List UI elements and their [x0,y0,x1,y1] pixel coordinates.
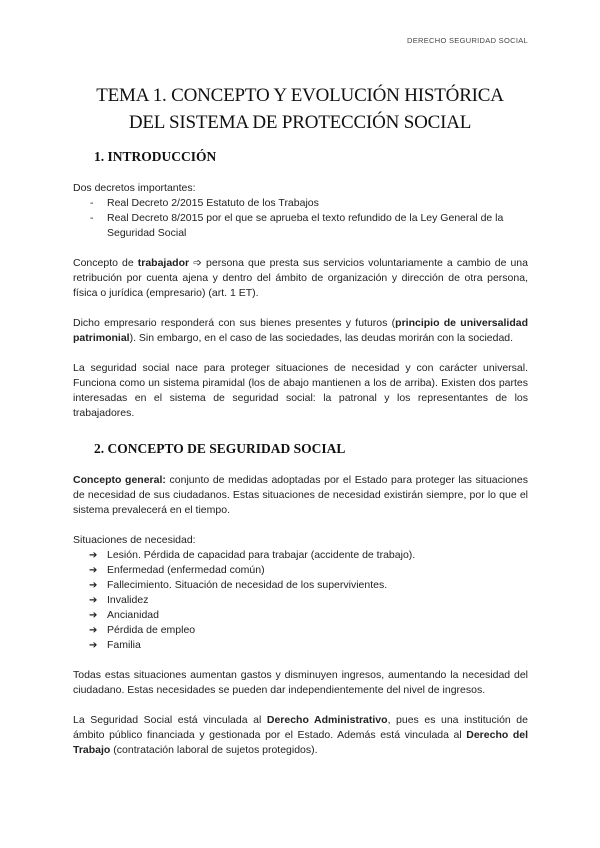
text-run: , pues es una institución de ámbito público financiada y gestionada por el Estado. Además está vinculada al [73,714,528,741]
list-item-text: Enfermedad (enfermedad común) [107,564,265,576]
arrow-icon: ➔ [89,550,98,561]
arrow-icon: ➔ [89,640,98,651]
term-derecho-trabajo: Derecho del Trabajo [73,729,528,756]
list-item-text: Lesión. Pérdida de capacidad para trabajar (accidente de trabajo). [107,549,416,561]
text-run: conjunto de medidas adoptadas por el Estado para proteger las situaciones de necesidad de sus ciudadanos. Estas situaciones de necesidad existirán siempre, por lo que el sistema prevalecerá en el tiempo. [73,474,528,516]
term-universalidad: principio de universalidad patrimonial [73,317,528,344]
page-title [50,82,550,136]
text-run: La Seguridad Social está vinculada al [73,714,267,726]
text-run: ). Sin embargo, en el caso de las sociedades, las deudas morirán con la sociedad. [129,332,514,344]
arrow-icon: ➩ [189,257,207,269]
arrow-icon: ➔ [89,565,98,576]
arrow-icon: ➔ [89,595,98,606]
list-item-text: Invalidez [107,594,149,606]
section-1-body [73,181,528,421]
decree-item: - Real Decreto 2/2015 Estatuto de los Trabajos [73,196,528,211]
text-run: (contratación laboral de sujetos protegidos). [110,744,318,756]
title-line-2: DEL SISTEMA DE PROTECCIÓN SOCIAL [128,112,472,133]
term-concepto-general: Concepto general: [73,474,166,486]
list-item [73,608,528,623]
arrow-icon: ➔ [89,625,98,636]
paragraph-empresario [73,316,528,346]
list-item [73,593,528,608]
text-run: Concepto de [73,257,138,269]
paragraph-seguridad-social: La seguridad social nace para proteger situaciones de necesidad y con carácter universal. Funciona como un sistema piramidal (los de abajo mantienen a los de arriba). Existen dos partes interesadas en el sistema de seguridad social: la patronal y los representantes de los trabajadores. [73,362,528,419]
paragraph-concepto-general [73,473,528,518]
text-run: persona que presta sus servicios voluntariamente a cambio de una retribución por cuenta ajena y dentro del ámbito de organización y dirección de otra persona, física o jurídica (empresario) (art. 1 ET). [73,257,528,299]
list-item-text: Ancianidad [107,609,159,621]
list-item [73,623,528,638]
section-2-heading: 2. CONCEPTO DE SEGURIDAD SOCIAL [94,441,346,456]
list-item [73,563,528,578]
term-trabajador: trabajador [137,257,190,269]
title-line-1: TEMA 1. CONCEPTO Y EVOLUCIÓN HISTÓRICA [96,85,504,106]
decree-list [73,196,528,241]
section-1-heading: 1. INTRODUCCIÓN [94,149,217,164]
term-derecho-administrativo: Derecho Administrativo [266,714,388,726]
arrow-icon: ➔ [89,610,98,621]
running-header: DERECHO SEGURIDAD SOCIAL [407,36,528,45]
paragraph-trabajador [73,256,528,301]
list-item [73,548,528,563]
list-item-text: Pérdida de empleo [107,624,196,636]
situations-intro: Situaciones de necesidad: [73,534,196,546]
section-2-body [73,473,528,758]
list-item-text: Familia [107,639,141,651]
list-item [73,578,528,593]
paragraph-gastos: Todas estas situaciones aumentan gastos y disminuyen ingresos, aumentando la necesidad del ciudadano. Estas necesidades se pueden dar independientemente del nivel de ingresos. [73,669,528,696]
situations-list [73,548,528,653]
decrees-intro: Dos decretos importantes: [73,182,196,194]
arrow-icon: ➔ [89,580,98,591]
decree-item: - Real Decreto 8/2015 por el que se aprueba el texto refundido de la Ley General de la Seguridad Social [73,211,528,241]
list-item [73,638,528,653]
list-item-text: Fallecimiento. Situación de necesidad de los supervivientes. [107,579,388,591]
text-run: Dicho empresario responderá con sus bienes presentes y futuros ( [73,317,396,329]
paragraph-vinculacion [73,713,528,758]
